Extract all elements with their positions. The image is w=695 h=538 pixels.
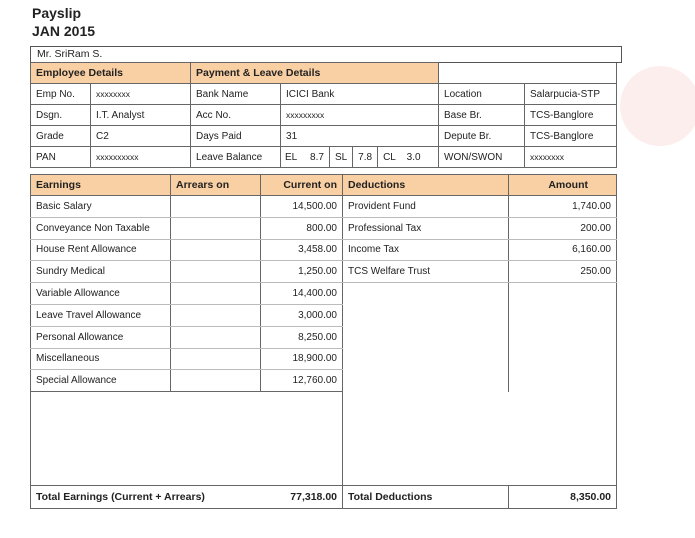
earning-arrears — [171, 217, 261, 239]
won-value: xxxxxxxx — [525, 147, 617, 168]
earning-arrears — [171, 261, 261, 283]
dsgn-label: Dsgn. — [31, 105, 91, 126]
pan-label: PAN — [31, 147, 91, 168]
earning-current: 800.00 — [261, 217, 343, 239]
sl-label: SL — [334, 151, 348, 163]
current-header: Current on — [261, 175, 343, 196]
pay-period: JAN 2015 — [32, 23, 96, 39]
emp-no-label: Emp No. — [31, 84, 91, 105]
base-br-value: TCS-Banglore — [525, 105, 617, 126]
location-value: Salarpucia-STP — [525, 84, 617, 105]
total-earnings-label: Total Earnings (Current + Arrears) — [31, 486, 261, 509]
decorative-circle — [620, 66, 695, 146]
deduction-name: Income Tax — [343, 239, 509, 261]
earning-name: Leave Travel Allowance — [31, 304, 171, 326]
earning-arrears — [171, 304, 261, 326]
earning-name: Miscellaneous — [31, 348, 171, 370]
earning-arrears — [171, 348, 261, 370]
location-label: Location — [439, 84, 525, 105]
earning-name: Special Allowance — [31, 370, 171, 392]
leave-balance-label: Leave Balance — [191, 147, 281, 168]
sl-value: 7.8 — [358, 151, 373, 163]
page-title: Payslip — [32, 5, 82, 21]
earning-name: Conveyance Non Taxable — [31, 217, 171, 239]
earnings-deductions-table — [30, 174, 617, 509]
depute-br-label: Depute Br. — [439, 126, 525, 147]
deduction-amount: 6,160.00 — [509, 239, 617, 261]
acc-no-label: Acc No. — [191, 105, 281, 126]
earning-current: 1,250.00 — [261, 261, 343, 283]
earning-current: 3,000.00 — [261, 304, 343, 326]
grade-label: Grade — [31, 126, 91, 147]
earning-current: 14,400.00 — [261, 283, 343, 305]
earning-current: 8,250.00 — [261, 326, 343, 348]
cl-label: CL — [383, 151, 396, 163]
deduction-empty — [343, 283, 509, 305]
employee-name: Mr. SriRam S. — [30, 46, 622, 63]
days-paid-value: 31 — [281, 126, 439, 147]
earning-current: 14,500.00 — [261, 196, 343, 218]
payment-leave-header: Payment & Leave Details — [191, 63, 439, 84]
earning-current: 3,458.00 — [261, 239, 343, 261]
deduction-amount: 1,740.00 — [509, 196, 617, 218]
total-earnings-value: 77,318.00 — [261, 486, 343, 509]
days-paid-label: Days Paid — [191, 126, 281, 147]
earning-arrears — [171, 196, 261, 218]
earning-name: Basic Salary — [31, 196, 171, 218]
deductions-header: Deductions — [343, 175, 509, 196]
bank-name-value: ICICI Bank — [281, 84, 439, 105]
deduction-name: Provident Fund — [343, 196, 509, 218]
cl-value: 3.0 — [406, 151, 421, 163]
earnings-header: Earnings — [31, 175, 171, 196]
won-label: WON/SWON — [439, 147, 525, 168]
arrears-header: Arrears on — [171, 175, 261, 196]
total-deductions-label: Total Deductions — [343, 486, 509, 509]
deduction-amount: 250.00 — [509, 261, 617, 283]
acc-no-value: xxxxxxxxx — [281, 105, 439, 126]
base-br-label: Base Br. — [439, 105, 525, 126]
pan-value: xxxxxxxxxx — [91, 147, 191, 168]
deduction-name: Professional Tax — [343, 217, 509, 239]
grade-value: C2 — [91, 126, 191, 147]
earning-arrears — [171, 283, 261, 305]
amount-header: Amount — [509, 175, 617, 196]
earning-current: 18,900.00 — [261, 348, 343, 370]
el-label: EL — [285, 151, 298, 163]
leave-balance-values — [281, 147, 439, 168]
bank-name-label: Bank Name — [191, 84, 281, 105]
earning-name: Variable Allowance — [31, 283, 171, 305]
earning-arrears — [171, 239, 261, 261]
deduction-empty-amount — [509, 283, 617, 305]
earning-current: 12,760.00 — [261, 370, 343, 392]
el-value: 8.7 — [310, 151, 324, 163]
employee-details-table — [30, 62, 617, 168]
employee-details-header: Employee Details — [31, 63, 191, 84]
depute-br-value: TCS-Banglore — [525, 126, 617, 147]
deduction-amount: 200.00 — [509, 217, 617, 239]
deduction-name: TCS Welfare Trust — [343, 261, 509, 283]
total-deductions-value: 8,350.00 — [509, 486, 617, 509]
earning-name: Personal Allowance — [31, 326, 171, 348]
dsgn-value: I.T. Analyst — [91, 105, 191, 126]
earning-arrears — [171, 326, 261, 348]
earning-name: House Rent Allowance — [31, 239, 171, 261]
emp-no-value: xxxxxxxx — [91, 84, 191, 105]
earning-name: Sundry Medical — [31, 261, 171, 283]
earning-arrears — [171, 370, 261, 392]
